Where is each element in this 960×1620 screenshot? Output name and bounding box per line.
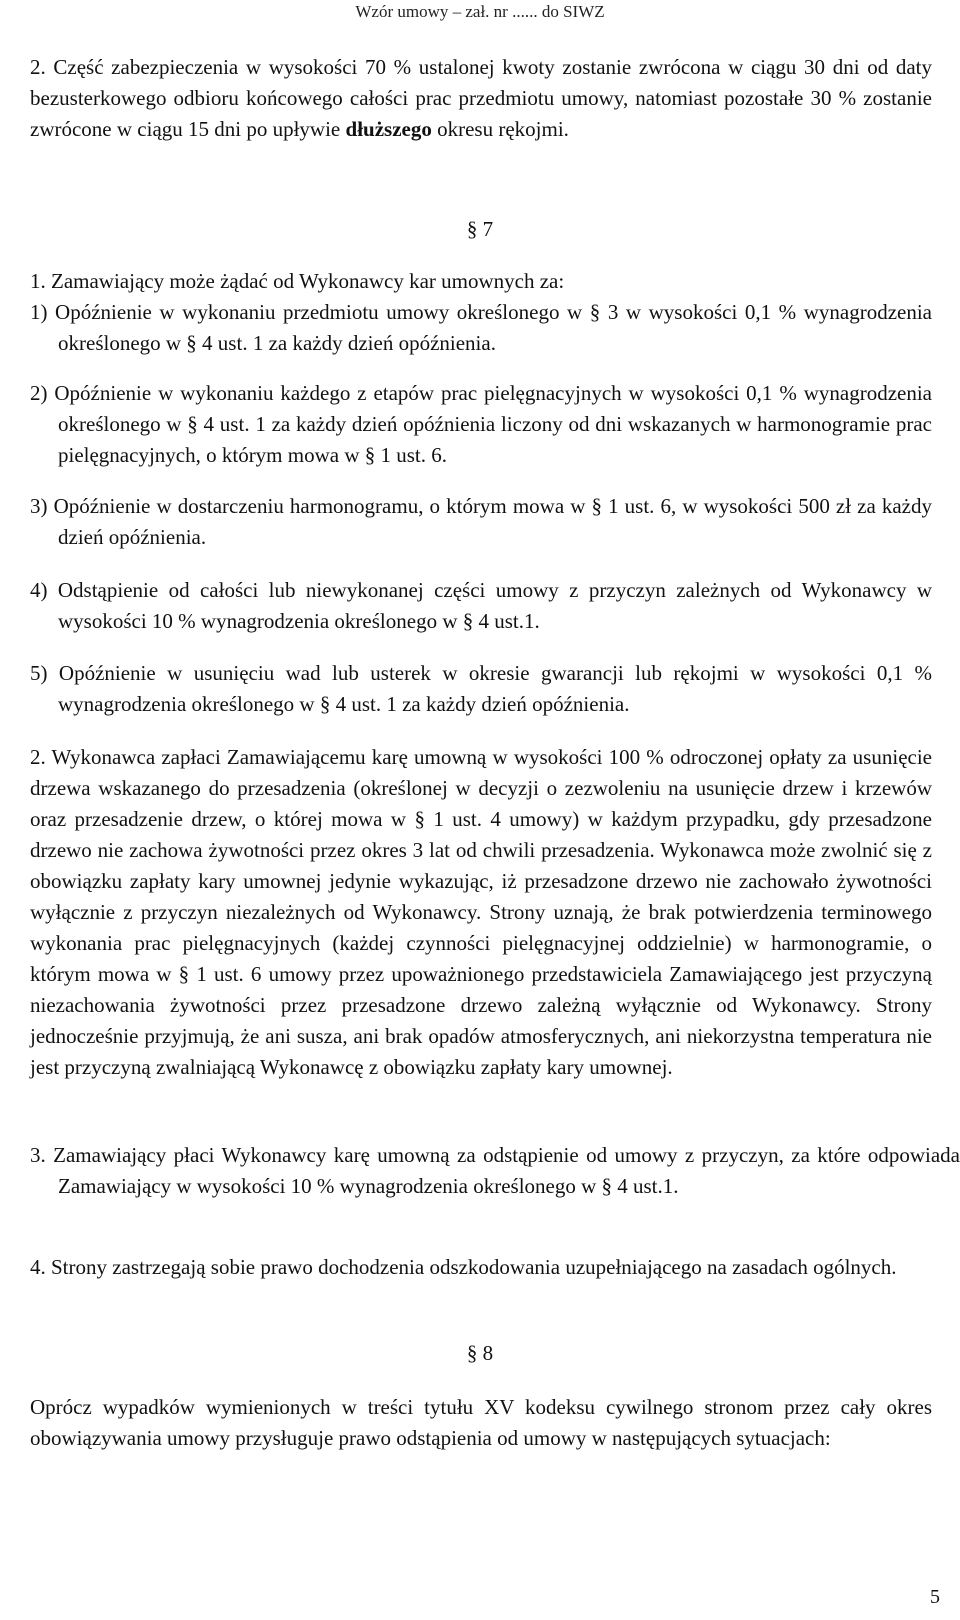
bold-term: dłuższego [345,117,432,141]
paragraph-7-2: 2. Wykonawca zapłaci Zamawiającemu karę umowną w wysokości 100 % odroczonej opłaty za usunięcie drzewa wskazanego do przesadzenia (określonej w decyzji o zezwoleniu na usunięcie drzew i krzewów oraz przesadzenie drzew, o której mowa w § 1 ust. 4 umowy) w każdym przypadku, gdy przesadzone drzewo nie zachowa żywotności przez okres 3 lat od chwili przesadzenia. Wykonawca może zwolnić się z obowiązku zapłaty kary umownej jedynie wykazując, iż przesadzone drzewo nie zachowało żywotności wyłącznie z przyczyn niezależnych od Wykonawcy. Strony uznają, że brak potwierdzenia terminowego wykonania prac pielęgnacyjnych (każdej czynności pielęgnacyjnej oddzielnie) w harmonogramie, o którym mowa w § 1 ust. 6 umowy przez upoważnionego przedstawiciela Zamawiającego jest przyczyną niezachowania żywotności przez przesadzone drzewo zależną wyłącznie od Wykonawcy. Strony jednocześnie przyjmują, że ani susza, ani brak opadów atmosferycznych, ani niekorzystna temperatura nie jest przyczyną zwalniającą Wykonawcę z obowiązku zapłaty kary umownej. [30,745,932,1079]
list-item-penalty-1: 1) Opóźnienie w wykonaniu przedmiotu umowy określonego w § 3 w wysokości 0,1 % wynagrodzenia określonego w § 4 ust. 1 za każdy dzień opóźnienia. [30,300,932,355]
document-header: Wzór umowy – zał. nr ...... do SIWZ [355,2,605,21]
paragraph-7-1: 1. Zamawiający może żądać od Wykonawcy kar umownych za: [30,269,565,293]
list-item-penalty-4: 4) Odstąpienie od całości lub niewykonanej części umowy z przyczyn zależnych od Wykonawcy w wysokości 10 % wynagrodzenia określonego w § 4 ust.1. [30,578,932,633]
paragraph-text-end: okresu rękojmi. [431,117,569,141]
list-item-penalty-3: 3) Opóźnienie w dostarczeniu harmonogramu, o którym mowa w § 1 ust. 6, w wysokości 500 zł za każdy dzień opóźnienia. [30,494,932,549]
section-heading-8: § 8 [466,1341,494,1365]
page-number: 5 [930,1586,940,1608]
paragraph-7-4: 4. Strony zastrzegają sobie prawo dochodzenia odszkodowania uzupełniającego na zasadach ogólnych. [30,1255,897,1279]
section-heading-7: § 7 [466,217,494,241]
paragraph-7-3: 3. Zamawiający płaci Wykonawcy karę umowną za odstąpienie od umowy z przyczyn, za które odpowiada Zamawiający w wysokości 10 % wynagrodzenia określonego w § 4 ust.1. [30,1143,960,1198]
list-item-penalty-2: 2) Opóźnienie w wykonaniu każdego z etapów prac pielęgnacyjnych w wysokości 0,1 % wynagrodzenia określonego w § 4 ust. 1 za każdy dzień opóźnienia liczony od dni wskazanych w harmonogramie prac pielęgnacyjnych, o którym mowa w § 1 ust. 6. [30,381,932,467]
paragraph-text: 2. Część zabezpieczenia w wysokości 70 % ustalonej kwoty zostanie zwrócona w ciągu 30 dni od daty bezusterkowego odbioru końcowego całości prac przedmiotu umowy, natomiast pozostałe 30 % zostanie zwrócone w ciągu 15 dni po upływie [30,55,932,141]
paragraph-security-return [30,52,932,145]
list-item-penalty-5: 5) Opóźnienie w usunięciu wad lub usterek w okresie gwarancji lub rękojmi w wysokości 0,1 % wynagrodzenia określonego w § 4 ust. 1 za każdy dzień opóźnienia. [30,661,932,716]
paragraph-8-1: Oprócz wypadków wymienionych w treści tytułu XV kodeksu cywilnego stronom przez cały okres obowiązywania umowy przysługuje prawo odstąpienia od umowy w następujących sytuacjach: [30,1395,932,1450]
